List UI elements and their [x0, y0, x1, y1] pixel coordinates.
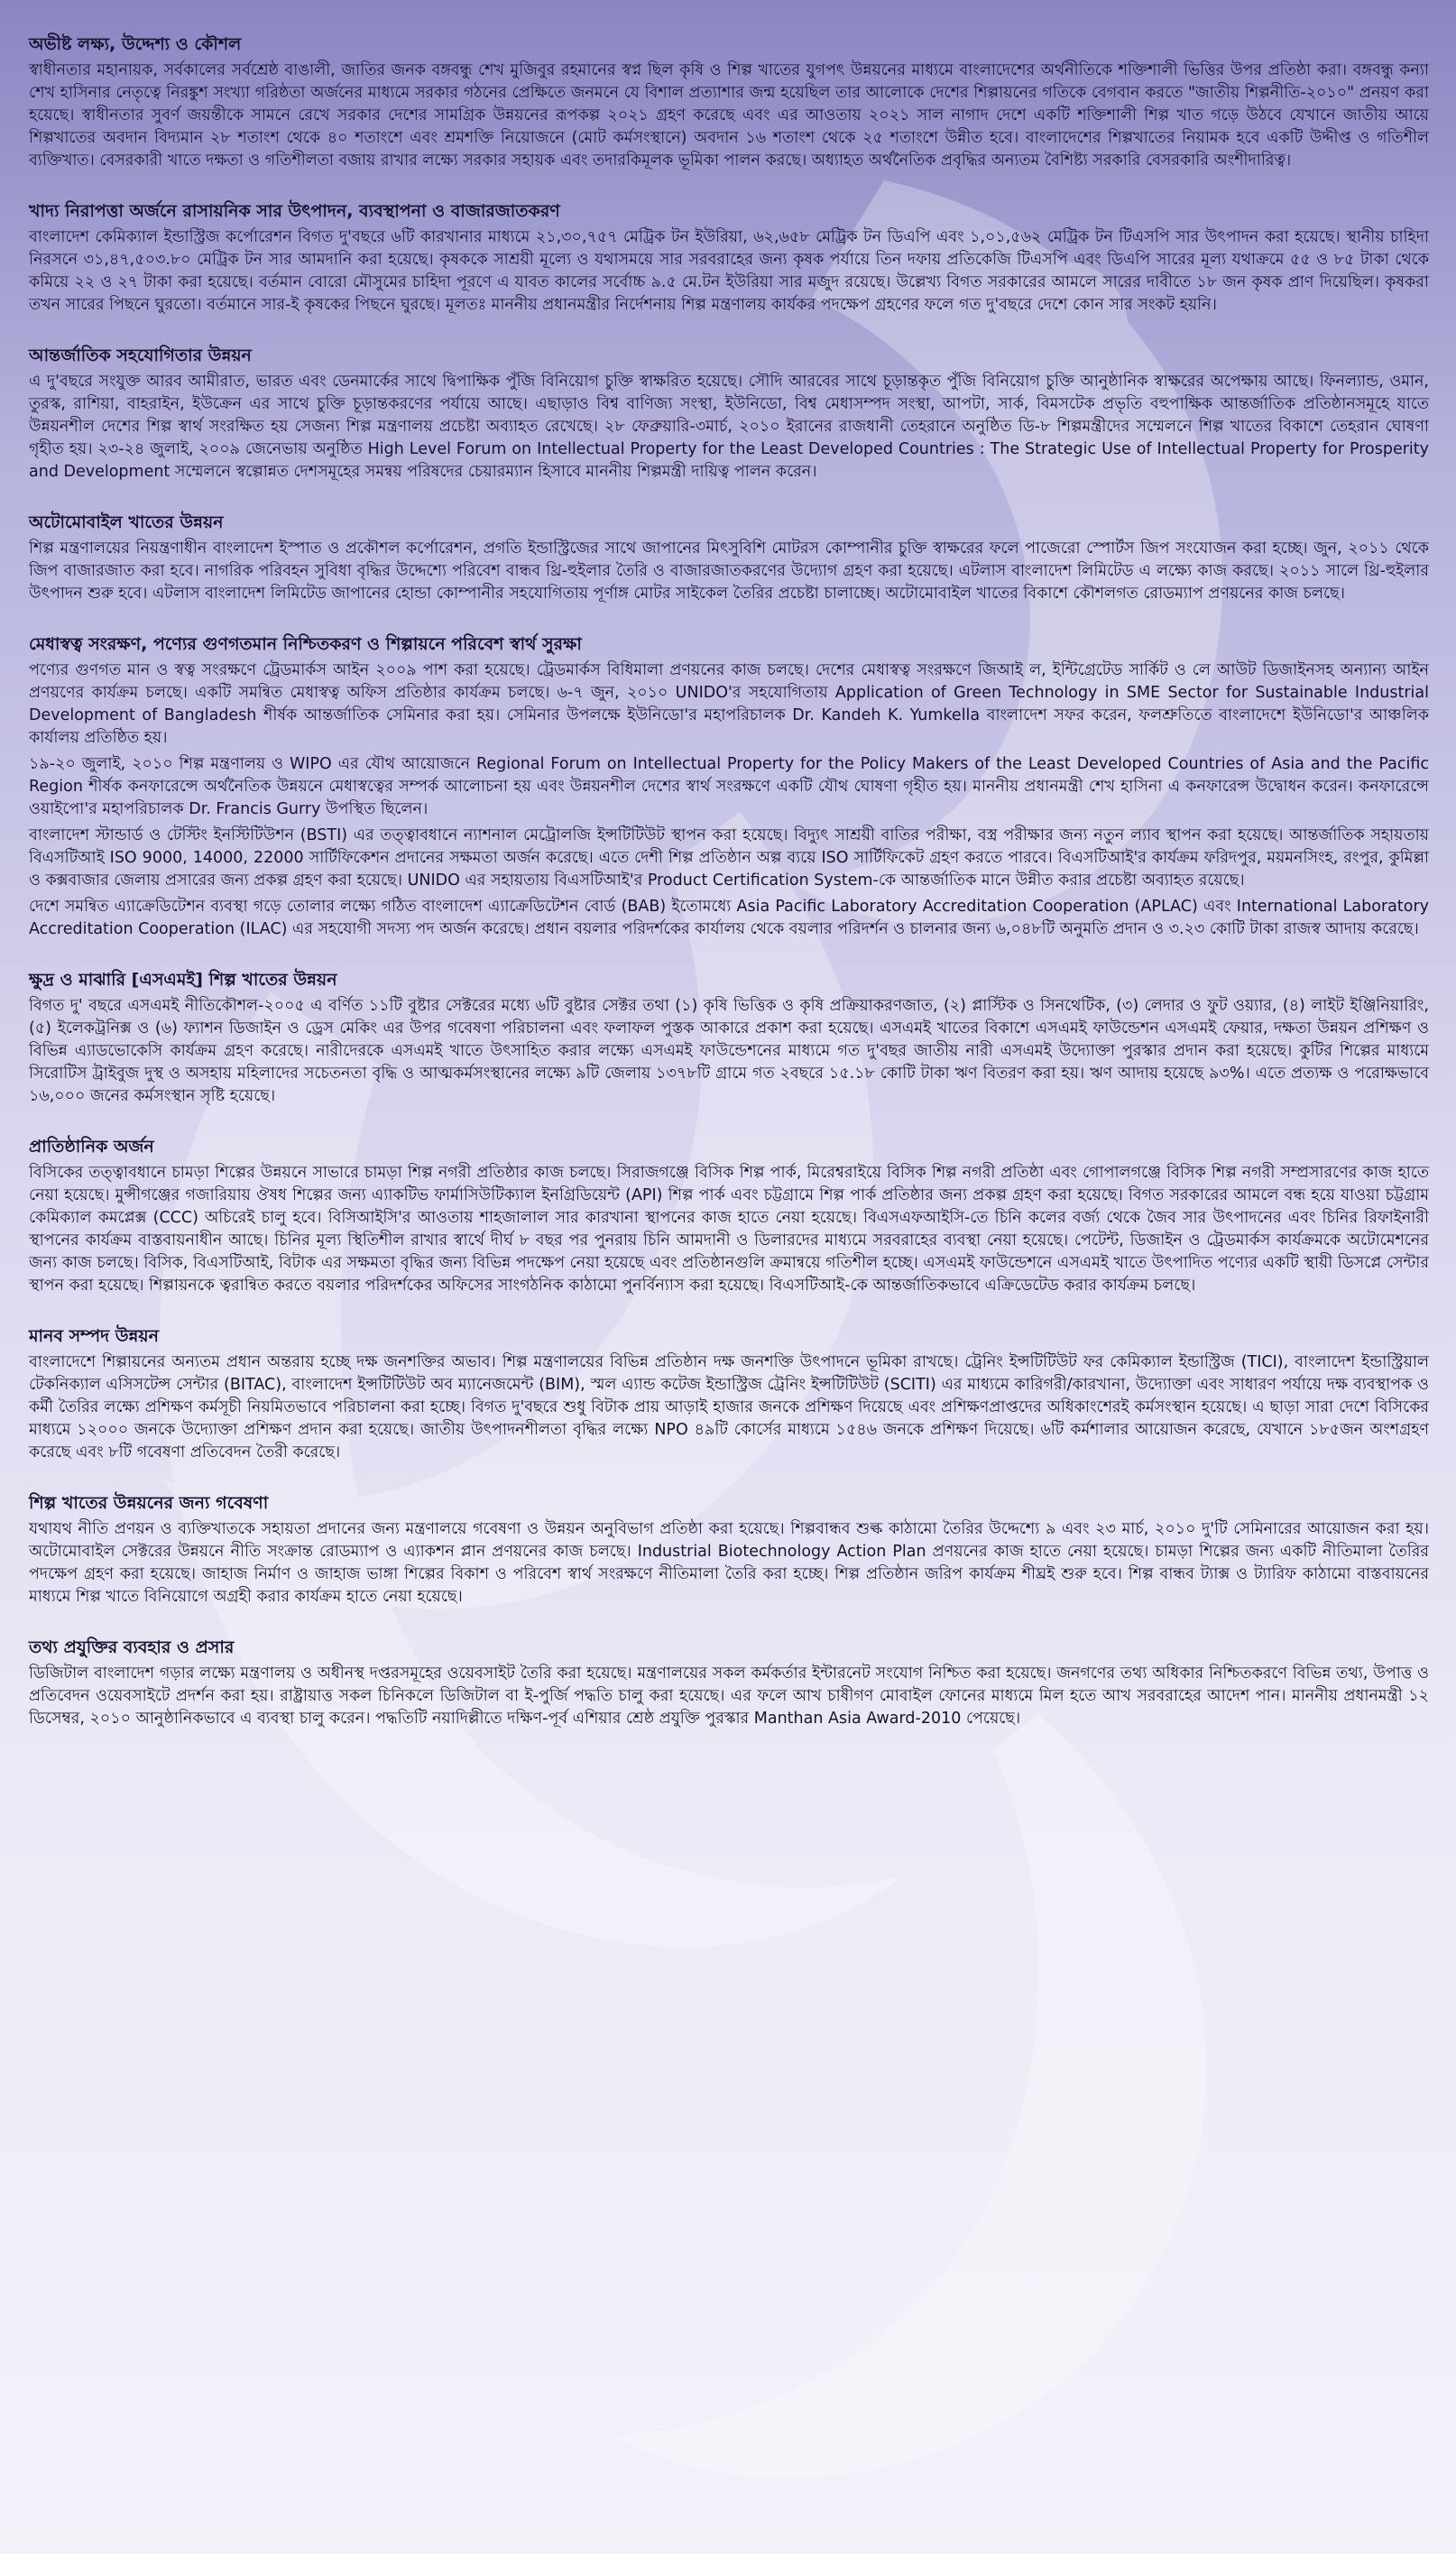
section-fertilizer-production — [29, 199, 1429, 317]
section-paragraph: স্বাধীনতার মহানায়ক, সর্বকালের সর্বশ্রেষ্ঠ বাঙালী, জাতির জনক বঙ্গবন্ধু শেখ মুজিবুর রহমানের স্বপ্ন ছিল কৃষি ও শিল্প খাতের যুগপৎ উন্নয়নের মাধ্যমে বাংলাদেশের অর্থনীতিকে শক্তিশালী ভিত্তির উপর প্রতিষ্ঠা করা। বঙ্গবন্ধু কন্যা শেখ হাসিনার নেতৃত্বে নিরঙ্কুশ সংখ্যা গরিষ্ঠতা অর্জনের মাধ্যমে সরকার গঠনের প্রেক্ষিতে জনমনে যে বিশাল প্রত্যাশার জন্ম হয়েছিল তার আলোকে দেশের শিল্পায়নের গতিকে বেগবান করতে "জাতীয় শিল্পনীতি-২০১০" প্রনয়ণ করা হয়েছে। স্বাধীনতার সুবর্ণ জয়ন্তীকে সামনে রেখে সরকার দেশের সামগ্রিক উন্নয়নের রূপকল্প ২০২১ গ্রহণ করেছে এবং এর আওতায় ২০২১ সাল নাগাদ দেশে একটি শক্তিশালী শিল্প খাত গড়ে উঠবে যেখানে জাতীয় আয়ে শিল্পখাতের অবদান বিদ্যমান ২৮ শতাংশ থেকে ৪০ শতাংশে এবং শ্রমশক্তি নিয়োজনে (মোট কর্মসংস্থানে) অবদান ১৬ শতাংশ থেকে ২৫ শতাংশে উন্নীত হবে। বাংলাদেশের শিল্পখাতের নিয়ামক হবে একটি উদ্দীপ্ত ও গতিশীল ব্যক্তিখাত। বেসরকারী খাতে দক্ষতা ও গতিশীলতা বজায় রাখার লক্ষ্যে সরকার সহায়ক এবং তদারকিমূলক ভূমিকা পালন করছে। অধ্যাহত অর্থনৈতিক প্রবৃদ্ধির অন্যতম বৈশিষ্ট্য সরকারি বেসরকারি অংশীদারিত্ব। — [29, 61, 1429, 170]
section-paragraph: বিগত দু' বছরে এসএমই নীতিকৌশল-২০০৫ এ বর্ণিত ১১টি বুষ্টার সেক্টরের মধ্যে ৬টি বুষ্টার সেক্টর তথা (১) কৃষি ভিত্তিক ও কৃষি প্রক্রিয়াকরণজাত, (২) প্লাস্টিক ও সিনথেটিক, (৩) লেদার ও ফুট ওয়্যার, (৪) লাইট ইঞ্জিনিয়ারিং, (৫) ইলেকট্রনিক্স ও (৬) ফ্যাশন ডিজাইন ও ড্রেস মেকিং এর উপর গবেষণা পরিচালনা এবং ফলাফল পুস্তক আকারে প্রকাশ করা হয়েছে। এসএমই খাতের বিকাশে এসএমই ফাউন্ডেশন এসএমই ফেয়ার, দক্ষতা উন্নয়ন প্রশিক্ষণ ও বিভিন্ন এ্যাডভোকেসি কার্যক্রম গ্রহণ করেছে। নারীদেরকে এসএমই খাতে উৎসাহিত করার লক্ষ্যে এসএমই ফাউন্ডেশনের মাধ্যমে গত দু'বছর জাতীয় নারী এসএমই উদ্যোক্তা পুরস্কার প্রদান করা হয়েছে। কুটির শিল্পের মাধ্যমে সিরোটিস ট্রাইবুজ দুস্থ ও অসহায় মহিলাদের সচেতনতা বৃদ্ধি ও আত্মকর্মসংস্থানের লক্ষ্যে ৯টি জেলায় ১৩৭৮টি গ্রামে গত ২বছরে ১৫.১৮ কোটি টাকা ঋণ বিতরণ করা হয়। ঋণ আদায় হয়েছে ৯৩%। এতে প্রত্যক্ষ ও পরোক্ষভাবে ১৬,০০০ জনের কর্মসংস্থান সৃষ্টি হয়েছে। — [29, 997, 1430, 1105]
section-paragraph: ১৯-২০ জুলাই, ২০১০ শিল্প মন্ত্রণালয় ও WIPO এর যৌথ আয়োজনে Regional Forum on Intellectual Property for the Policy Makers of the Least Developed Countries of Asia and the Pacific Region শীর্ষক কনফারেন্সে অর্থনৈতিক উন্নয়নে মেধাস্বত্বের সম্পর্ক আলোচনা হয় এবং উন্নয়নশীল দেশের স্বার্থ সংরক্ষণে একটি যৌথ ঘোষণা গৃহীত হয়। মাননীয় প্রধানমন্ত্রী শেখ হাসিনা এ কনফারেন্স উদ্বোধন করেন। কনফারেন্সে ওয়াইপো'র মহাপরিচালক Dr. Francis Gurry উপস্থিত ছিলেন। — [29, 755, 1429, 818]
section-heading: খাদ্য নিরাপত্তা অর্জনে রাসায়নিক সার উৎপাদন, ব্যবস্থাপনা ও বাজারজাতকরণ — [29, 201, 560, 221]
section-paragraph: এ দু'বছরে সংযুক্ত আরব আমীরাত, ভারত এবং ডেনমার্কের সাথে দ্বিপাক্ষিক পুঁজি বিনিয়োগ চুক্তি স্বাক্ষরিত হয়েছে। সৌদি আরবের সাথে চূড়ান্তকৃত পুঁজি বিনিয়োগ চুক্তি আনুষ্ঠানিক স্বাক্ষরের অপেক্ষায় আছে। ফিনল্যান্ড, ওমান, তুরস্ক, রাশিয়া, বাহরাইন, ইউক্রেন এর সাথে চুক্তি চূড়ান্তকরণের পর্যায়ে আছে। এছাড়াও বিশ্ব বাণিজ্য সংস্থা, ইউনিডো, বিশ্ব মেধাসম্পদ সংস্থা, আপটা, সার্ক, বিমসটেক প্রভৃতি বহুপাক্ষিক আন্তর্জাতিক প্রতিষ্ঠানসমূহে যাতে উন্নয়নশীল দেশের শিল্প স্বার্থ সংরক্ষিত হয় সেজন্য শিল্প মন্ত্রণালয় প্রচেষ্টা অব্যাহত রেখেছে। ২৮ ফেব্রুয়ারি-৩মার্চ, ২০১০ ইরানের রাজধানী তেহরানে অনুষ্ঠিত ডি-৮ শিল্পমন্ত্রীদের সম্মেলনে শিল্প খাতের বিকাশে তেহরান ঘোষণা গৃহীত হয়। ২৩-২৪ জুলাই, ২০০৯ জেনেভায় অনুষ্ঠিত High Level Forum on Intellectual Property for the Least Developed Countries : The Strategic Use of Intellectual Property for Prosperity and Development সম্মেলনে স্বল্পোন্নত দেশসমূহের সমন্বয় পরিষদের চেয়ারম্যান হিসাবে মাননীয় শিল্পমন্ত্রী দায়িত্ব পালন করেন। — [29, 373, 1429, 481]
section-paragraph: পণ্যের গুণগত মান ও স্বত্ব সংরক্ষণে ট্রেডমার্কস আইন ২০০৯ পাশ করা হয়েছে। ট্রেডমার্কস বিধিমালা প্রণয়নের কাজ চলছে। দেশের মেধাস্বত্ব সংরক্ষণে জিআই ল, ইন্টিগ্রেটেড সার্কিট ও লে আউট ডিজাইনসহ অন্যান্য আইন প্রণয়ণের কার্যক্রম চলছে। একটি সমন্বিত মেধাস্বত্ব অফিস প্রতিষ্ঠার কার্যক্রম চলছে। ৬-৭ জুন, ২০১০ UNIDO'র সহযোগিতায় Application of Green Technology in SME Sector for Sustainable Industrial Development of Bangladesh শীর্ষক আন্তর্জাতিক সেমিনার করা হয়। সেমিনার উপলক্ষে ইউনিডো'র মহাপরিচালক Dr. Kandeh K. Yumkella বাংলাদেশ সফর করেন, ফলশ্রুতিতে বাংলাদেশে ইউনিডো'র আঞ্চলিক কার্যালয় প্রতিষ্ঠিত হয়। — [29, 661, 1429, 747]
section-international-cooperation — [29, 344, 1429, 484]
section-research — [29, 1491, 1429, 1609]
section-heading: তথ্য প্রযুক্তির ব্যবহার ও প্রসার — [29, 1637, 235, 1657]
section-heading: আন্তর্জাতিক সহযোগিতার উন্নয়ন — [29, 346, 252, 365]
section-heading: প্রাতিষ্ঠানিক অর্জন — [29, 1137, 154, 1157]
section-institutional-achievement — [29, 1135, 1429, 1297]
section-automobile — [29, 511, 1429, 605]
section-sme — [29, 968, 1429, 1108]
section-heading: মেধাস্বত্ব সংরক্ষণ, পণ্যের গুণগতমান নিশ্চিতকরণ ও শিল্পায়নে পরিবেশ স্বার্থ সুরক্ষা — [29, 634, 582, 654]
section-paragraph: বিসিকের তত্ত্বাবধানে চামড়া শিল্পের উন্নয়নে সাভারে চামড়া শিল্প নগরী প্রতিষ্ঠার কাজ চলছে। সিরাজগঞ্জে বিসিক শিল্প পার্ক, মিরেশ্বরাইয়ে বিসিক শিল্প নগরী প্রতিষ্ঠা এবং গোপালগঞ্জে বিসিক শিল্প নগরী সম্প্রসারণের কাজ হাতে নেয়া হয়েছে। মুন্সীগঞ্জের গজারিয়ায় ঔষধ শিল্পের জন্য এ্যাকটিভ ফার্মাসিউটিক্যাল ইনগ্রিডিয়েন্ট (API) শিল্প পার্ক এবং চট্টগ্রামে শিল্প পার্ক প্রতিষ্ঠার জন্য প্রকল্প গ্রহণ করা হয়েছে। বিগত সরকারের আমলে বন্ধ হয়ে যাওয়া চট্টগ্রাম কেমিক্যাল কমপ্লেক্স (CCC) অচিরেই চালু হবে। বিসিআইসি'র আওতায় শাহজালাল সার কারখানা স্থাপনের কাজ হাতে নেয়া হয়েছে। বিএসএফআইসি-তে চিনি কলের বর্জ্য থেকে জৈব সার উৎপাদনের এবং চিনির রিফাইনারী স্থাপনের কার্যক্রম বাস্তবায়নাধীন আছে। চিনির মূল্য স্থিতিশীল রাখার স্বার্থে দীর্ঘ ৮ বছর পর পুনরায় চিনি আমদানী ও ডিলারদের মাধ্যমে সরবরাহের ব্যবস্থা নেয়া হয়েছে। পেটেন্ট, ডিজাইন ও ট্রেডমার্কস কার্যক্রমকে অটোমেশনের জন্য কাজ চলছে। বিসিক, বিএসটিআই, বিটাক এর সক্ষমতা বৃদ্ধির জন্য বিভিন্ন পদক্ষেপ নেয়া হয়েছে এবং প্রতিষ্ঠানগুলি ক্রমান্বয়ে গতিশীল হচ্ছে। এসএমই ফাউন্ডেশনে এসএমই খাতে উৎপাদিত পণ্যের একটি স্থায়ী ডিসপ্লে সেন্টার স্থাপন করা হয়েছে। শিল্পায়নকে ত্বরান্বিত করতে বয়লার পরিদর্শকের অফিসের সাংগঠনিক কাঠামো পুনর্বিন্যাস করা হয়েছে। বিএসটিআই-কে আন্তর্জাতিকভাবে এক্রিডেটেড করার কার্যক্রম চলছে। — [29, 1164, 1429, 1295]
section-ict — [29, 1636, 1429, 1730]
section-paragraph: বাংলাদেশ স্টান্ডার্ড ও টেস্টিং ইনস্টিটিউশন (BSTI) এর তত্ত্বাবধানে ন্যাশনাল মেট্রোলজি ইন্সটিটিউট স্থাপন করা হয়েছে। বিদ্যুৎ সাশ্রয়ী বাতির পরীক্ষা, বস্ত্র পরীক্ষার জন্য নতুন ল্যাব স্থাপন করা হয়েছে। আন্তর্জাতিক সহায়তায় বিএসটিআই ISO 9000, 14000, 22000 সার্টিফিকেশন প্রদানের সক্ষমতা অর্জন করেছে। এতে দেশী শিল্প প্রতিষ্ঠান অল্প ব্যয়ে ISO সার্টিফিকেট গ্রহণ করতে পারবে। বিএসটিআই'র কার্যক্রম ফরিদপুর, ময়মনসিংহ, রংপুর, কুমিল্লা ও কক্সবাজার জেলায় প্রসারের জন্য প্রকল্প গ্রহণ করা হয়েছে। UNIDO এর সহায়তায় বিএসটিআই'র Product Certification System-কে আন্তর্জাতিক মানে উন্নীত করার প্রচেষ্টা অব্যাহত রয়েছে। — [29, 826, 1429, 890]
section-paragraph: দেশে সমন্বিত এ্যাক্রেডিটেশন ব্যবস্থা গড়ে তোলার লক্ষ্যে গঠিত বাংলাদেশ এ্যাক্রেডিটেশন বোর্ড (BAB) ইতোমধ্যে Asia Pacific Laboratory Accreditation Cooperation (APLAC) এবং International Laboratory Accreditation Cooperation (ILAC) এর সহযোগী সদস্য পদ অর্জন করেছে। প্রধান বয়লার পরিদর্শকের কার্যালয় থেকে বয়লার পরিদর্শন ও চালনার জন্য ৬,০৪৮টি অনুমতি প্রদান ও ৩.২৩ কোটি টাকা রাজস্ব আদায় করেছে। — [29, 898, 1429, 938]
section-intellectual-property — [29, 632, 1429, 941]
section-heading: মানব সম্পদ উন্নয়ন — [29, 1326, 159, 1346]
section-heading: ক্ষুদ্র ও মাঝারি [এসএমই] শিল্প খাতের উন্নয়ন — [29, 970, 337, 990]
section-heading: অভীষ্ট লক্ষ্য, উদ্দেশ্য ও কৌশল — [29, 34, 242, 54]
section-paragraph: বাংলাদেশে শিল্পায়নের অন্যতম প্রধান অন্তরায় হচ্ছে দক্ষ জনশক্তির অভাব। শিল্প মন্ত্রণালয়ের বিভিন্ন প্রতিষ্ঠান দক্ষ জনশক্তি উৎপাদনে ভূমিকা রাখছে। ট্রেনিং ইন্সটিটিউট ফর কেমিক্যাল ইন্ডাস্ট্রিজ (TICI), বাংলাদেশ ইন্ডাস্ট্রিয়াল টেকনিক্যাল এসিসটেন্স সেন্টার (BITAC), বাংলাদেশ ইন্সটিটিউট অব ম্যানেজমেন্ট (BIM), স্মল এ্যান্ড কটেজ ইন্ডাস্ট্রিজ ট্রেনিং ইন্সটিটিউট (SCITI) এর মাধ্যমে কারিগরী/কারখানা, উদ্যোক্তা এবং সাধারণ পর্যায়ে দক্ষ ব্যবস্থাপক ও কর্মী তৈরির লক্ষ্যে প্রশিক্ষণ কর্মসূচী নিয়মিতভাবে পরিচালনা করা হচ্ছে। বিগত দু'বছরে শুধু বিটাক প্রায় আড়াই হাজার জনকে প্রশিক্ষণ দিয়েছে এবং প্রশিক্ষণপ্রাপ্তদের অধিকাংশেরই কর্মসংস্থান হয়েছে। এ ছাড়া সারা দেশে বিসিকের মাধ্যমে ১২০০০ জনকে উদ্যোক্তা প্রশিক্ষণ প্রদান করা হয়েছে। জাতীয় উৎপাদনশীলতা বৃদ্ধির লক্ষ্যে NPO ৪৯টি কোর্সের মাধ্যমে ১৫৪৬ জনকে প্রশিক্ষণ দিয়েছে। ৬টি কর্মশালার আয়োজন করেছে, যেখানে ১৮৫জন অংশগ্রহণ করেছে এবং ৮টি গবেষণা প্রতিবেদন তৈরী করেছে। — [29, 1353, 1429, 1461]
section-strategic-goals — [29, 32, 1429, 172]
section-paragraph: শিল্প মন্ত্রণালয়ের নিয়ন্ত্রণাধীন বাংলাদেশ ইস্পাত ও প্রকৌশল কর্পোরেশন, প্রগতি ইন্ডাস্ট্রিজের সাথে জাপানের মিৎসুবিশি মোটরস কোম্পানীর চুক্তি স্বাক্ষরের ফলে পাজেরো স্পোর্টস জিপ সংযোজন করা হচ্ছে। জুন, ২০১১ থেকে জিপ বাজারজাত করা হবে। নাগরিক পরিবহন সুবিধা বৃদ্ধির উদ্দেশ্যে পরিবেশ বান্ধব থ্রি-হুইলার তৈরি ও বাজারজাতকরণের উদ্যোগ গ্রহণ করা হয়েছে। এটলাস বাংলাদেশ লিমিটেড এ লক্ষ্যে কাজ করছে। ২০১১ সালে থ্রি-হুইলার উৎপাদন শুরু হবে। এটলাস বাংলাদেশ লিমিটেড জাপানের হোন্ডা কোম্পানীর সহযোগিতায় পূর্ণাঙ্গ মোটর সাইকেল তৈরির প্রচেষ্টা চালাচ্ছে। অটোমোবাইল খাতের বিকাশে কৌশলগত রোডম্যাপ প্রণয়নের কাজ চলছে। — [29, 539, 1429, 603]
section-paragraph: ডিজিটাল বাংলাদেশ গড়ার লক্ষ্যে মন্ত্রণালয় ও অধীনস্থ দপ্তরসমূহের ওয়েবসাইট তৈরি করা হয়েছে। মন্ত্রণালয়ের সকল কর্মকর্তার ইন্টারনেট সংযোগ নিশ্চিত করা হয়েছে। জনগণের তথ্য অধিকার নিশ্চিতকরণে বিভিন্ন তথ্য, উপাত্ত ও প্রতিবেদন ওয়েবসাইটে প্রদর্শন করা হয়। রাষ্ট্রায়াত্ত সকল চিনিকলে ডিজিটাল বা ই-পুর্জি পদ্ধতি চালু করা হয়েছে। এর ফলে আখ চাষীগণ মোবাইল ফোনের মাধ্যমে মিল হতে আখ সরবরাহের আদেশ পান। মাননীয় প্রধানমন্ত্রী ১২ ডিসেম্বর, ২০১০ আনুষ্ঠানিকভাবে এ ব্যবস্থা চালু করেন। পদ্ধতিটি নয়াদিল্লীতে দক্ষিণ-পূর্ব এশিয়ার শ্রেষ্ঠ প্রযুক্তি পুরস্কার Manthan Asia Award-2010 পেয়েছে। — [29, 1664, 1429, 1728]
document-body — [29, 32, 1429, 1757]
section-paragraph: যথাযথ নীতি প্রণয়ন ও ব্যক্তিখাতকে সহায়তা প্রদানের জন্য মন্ত্রণালয়ে গবেষণা ও উন্নয়ন অনুবিভাগ প্রতিষ্ঠা করা হয়েছে। শিল্পবান্ধব শুল্ক কাঠামো তৈরির উদ্দেশ্যে ৯ এবং ২৩ মার্চ, ২০১০ দু'টি সেমিনারের আয়োজন করা হয়। অটোমোবাইল সেক্টরের উন্নয়নে নীতি সংক্রান্ত রোডম্যাপ ও এ্যাকশন প্লান প্রণয়নের কাজ চলছে। Industrial Biotechnology Action Plan প্রণয়নের কাজ হাতে নেয়া হয়েছে। চামড়া শিল্পের জন্য একটি নীতিমালা তৈরির পদক্ষেপ গ্রহণ করা হয়েছে। জাহাজ নির্মাণ ও জাহাজ ভাঙ্গা শিল্পের বিকাশ ও পরিবেশ স্বার্থ সংরক্ষণে নীতিমালা তৈরি করা হচ্ছে। শিল্প প্রতিষ্ঠান জরিপ কার্যক্রম শীঘ্রই শুরু হবে। শিল্প বান্ধব ট্যাক্স ও ট্যারিফ কাঠামো বাস্তবায়নের মাধ্যমে শিল্প খাতে বিনিয়োগে অগ্রহী করার কার্যক্রম হাতে নেয়া হয়েছে। — [29, 1520, 1429, 1606]
section-heading: শিল্প খাতের উন্নয়নের জন্য গবেষণা — [29, 1493, 269, 1513]
section-paragraph: বাংলাদেশ কেমিক্যাল ইন্ডাস্ট্রিজ কর্পোরেশন বিগত দু'বছরে ৬টি কারখানার মাধ্যমে ২১,৩০,৭৫৭ মেট্রিক টন ইউরিয়া, ৬২,৬৫৮ মেট্রিক টন ডিএপি এবং ১,০১,৫৬২ মেট্রিক টন টিএসপি সার উৎপাদন করা হয়েছে। স্থানীয় চাহিদা নিরসনে ৩১,৪৭,৫০৩.৮০ মেট্রিক টন সার আমদানি করা হয়েছে। কৃষককে সাশ্রয়ী মূল্যে ও যথাসময়ে সার সরবরাহের জন্য কৃষক পর্যায়ে তিন দফায় প্রতিকেজি টিএসপি এবং ডিএপি সারের মূল্য যথাক্রমে ৫৫ ও ৮৫ টাকা থেকে কমিয়ে ২২ ও ২৭ টাকা করা হয়েছে। বর্তমান বোরো মৌসুমের চাহিদা পূরণে এ যাবত কালের সর্বোচ্চ ৯.৫ মে.টন ইউরিয়া সার মজুদ রয়েছে। উল্লেখ্য বিগত সরকারের আমলে সারের দাবীতে ১৮ জন কৃষক প্রাণ দিয়েছিল। কৃষকরা তখন সারের পিছনে ঘুরতো। বর্তমানে সার-ই কৃষকের পিছনে ঘুরছে। মূলতঃ মাননীয় প্রধানমন্ত্রীর নির্দেশনায় শিল্প মন্ত্রণালয় কার্যকর পদক্ষেপ গ্রহণের ফলে গত দু'বছরে দেশে কোন সার সংকট হয়নি। — [29, 228, 1429, 314]
section-heading: অটোমোবাইল খাতের উন্নয়ন — [29, 512, 224, 532]
section-human-resources — [29, 1324, 1429, 1464]
